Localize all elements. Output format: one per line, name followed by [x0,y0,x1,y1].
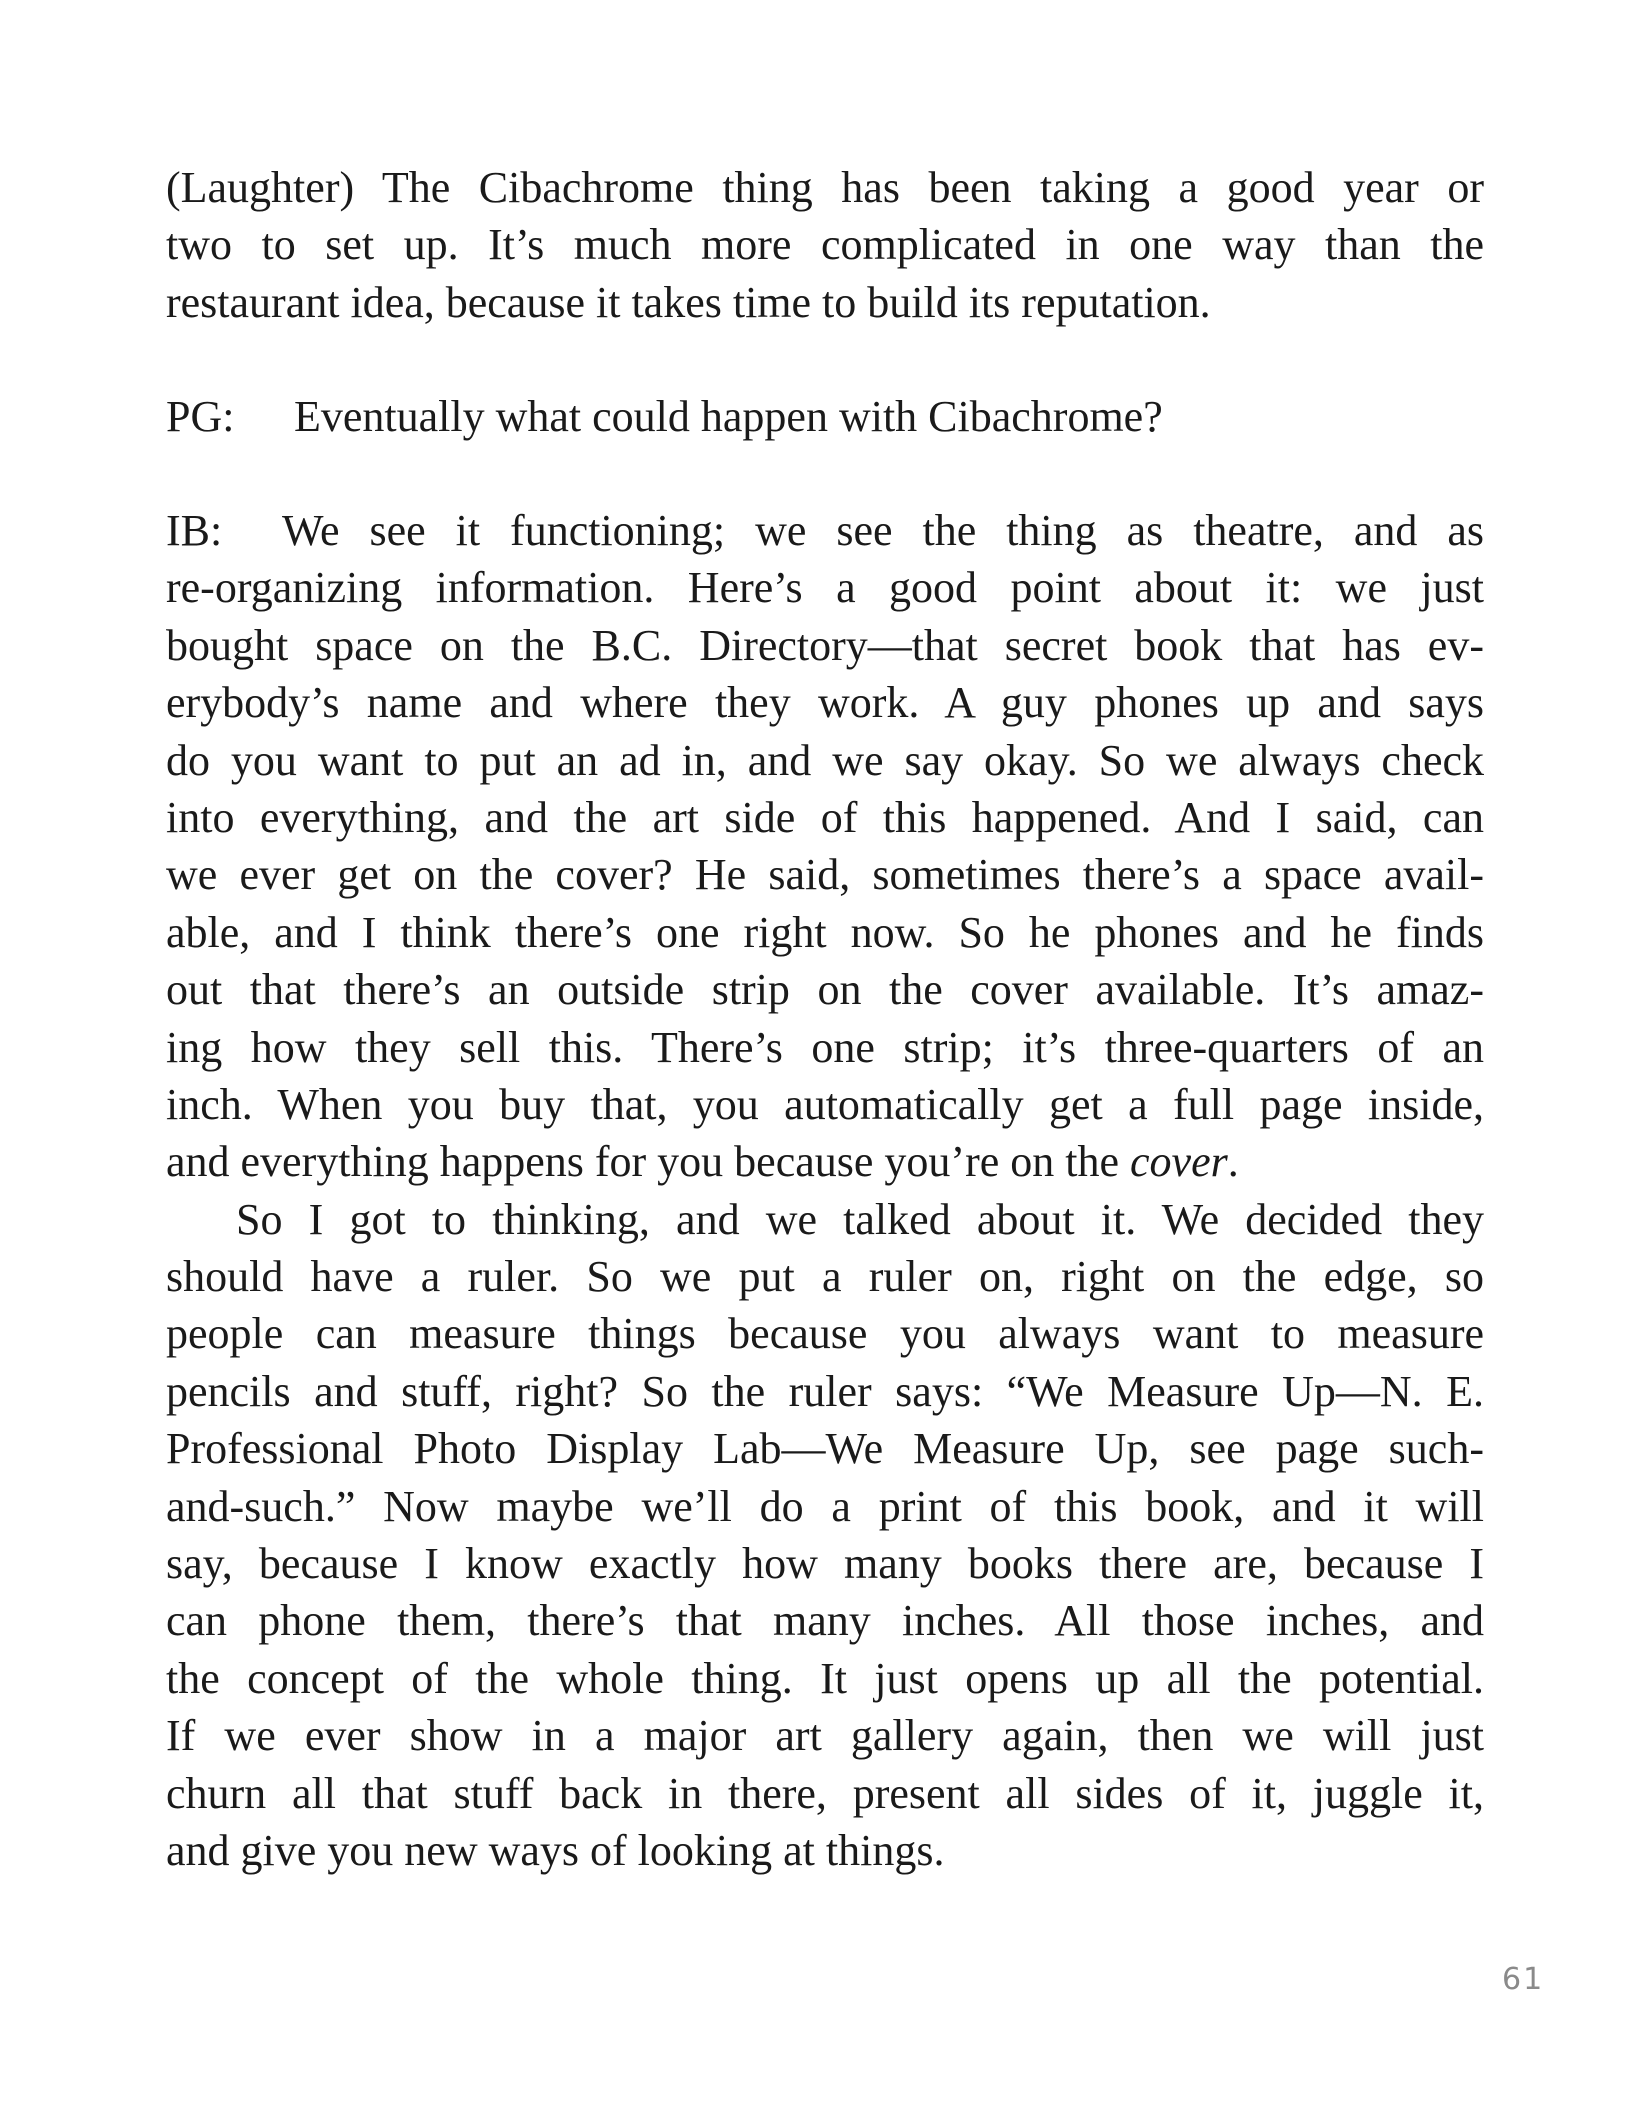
text-line: If we ever show in a major art gallery again, then we will just [166,1711,1484,1761]
question-text: Eventually what could happen with Cibachrome? [294,392,1163,441]
emphasized-word: cover [1130,1137,1228,1187]
text-line: bought space on the B.C. Directory—that secret book that has ev- [166,620,1484,670]
text-run: . [1227,1137,1239,1187]
text-line: and-such.” Now maybe we’ll do a print of this book, and it will [166,1481,1484,1531]
text-line: Professional Photo Display Lab—We Measure Up, see page such- [166,1424,1484,1474]
text-line: out that there’s an outside strip on the cover available. It’s amaz- [166,965,1484,1015]
text-line: and give you new ways of looking at things. [166,1825,945,1875]
text-line: the concept of the whole thing. It just opens up all the potential. [166,1653,1484,1703]
text-line: So I got to thinking, and we talked about it. We decided they [236,1194,1484,1244]
text-line: erybody’s name and where they work. A guy phones up and says [166,678,1484,728]
text-line: do you want to put an ad in, and we say okay. So we always check [166,735,1484,785]
text-line: pencils and stuff, right? So the ruler says: “We Measure Up—N. E. [166,1366,1484,1416]
text-line: people can measure things because you always want to measure [166,1309,1484,1359]
text-line: should have a ruler. So we put a ruler on, right on the edge, so [166,1252,1484,1302]
answer-first-line [166,502,1484,559]
interviewee-answer [166,502,1484,1879]
speaker-label-pg: PG: [166,392,235,441]
text-line: able, and I think there’s one right now. So he phones and he finds [166,907,1484,957]
text-line: two to set up. It’s much more complicated in one way than the [166,220,1484,270]
question-line [166,388,1484,445]
speaker-label-ib: IB: [166,506,223,555]
interviewer-question [166,388,1484,445]
page-number: 61 [1502,1962,1545,1997]
intro-paragraph [166,159,1484,331]
text-line: restaurant idea, because it takes time to build its reputation. [166,277,1211,327]
text-line: inch. When you buy that, you automatically get a full page inside, [166,1079,1484,1129]
text-line: can phone them, there’s that many inches. All those inches, and [166,1596,1484,1646]
text-line: re-organizing information. Here’s a good point about it: we just [166,563,1484,613]
text-run: and everything happens for you because you’re on the [166,1137,1131,1187]
text-line: say, because I know exactly how many books there are, because I [166,1539,1484,1589]
text-line: churn all that stuff back in there, present all sides of it, juggle it, [166,1768,1484,1818]
text-line: ing how they sell this. There’s one strip; it’s three-quarters of an [166,1022,1484,1072]
text-line: into everything, and the art side of this happened. And I said, can [166,792,1484,842]
answer-text: We see it functioning; we see the thing as theatre, and as [282,506,1484,555]
text-line: (Laughter) The Cibachrome thing has been taking a good year or [166,163,1484,212]
text-line: we ever get on the cover? He said, sometimes there’s a space avail- [166,850,1484,900]
text-line [166,1133,1484,1190]
